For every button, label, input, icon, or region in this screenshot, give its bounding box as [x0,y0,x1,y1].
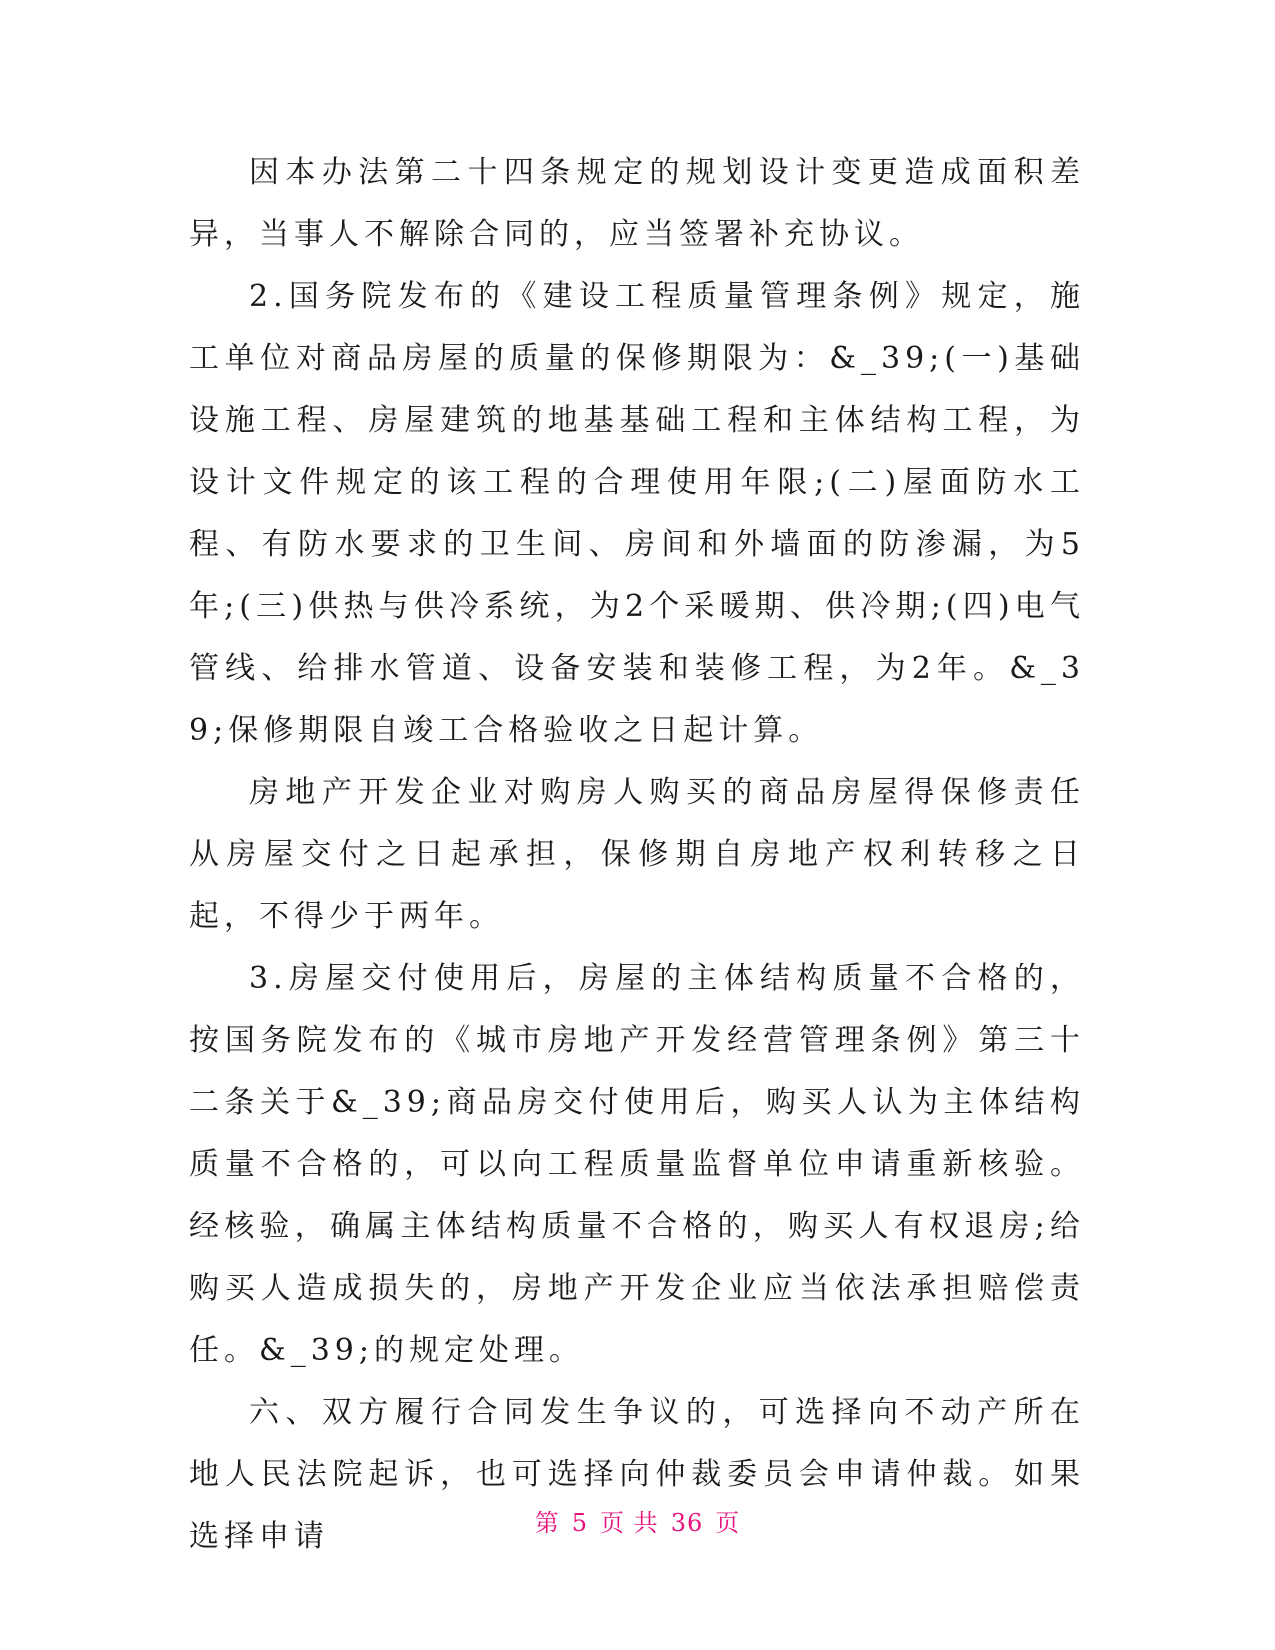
page-footer [0,1508,1275,1538]
footer-suffix: 页 [715,1509,741,1537]
paragraph-dispute-resolution: 六、双方履行合同发生争议的，可选择向不动产所在地人民法院起诉，也可选择向仲裁委员会申请仲裁。如果选择申请 [189,1395,1085,1554]
paragraph-area-difference: 因本办法第二十四条规定的规划设计变更造成面积差异，当事人不解除合同的，应当签署补充协议。 [189,155,1085,252]
footer-total-pages: 36 [670,1509,704,1537]
paragraph-warranty-period: 2.国务院发布的《建设工程质量管理条例》规定，施工单位对商品房屋的质量的保修期限为：&_39;(一)基础设施工程、房屋建筑的地基基础工程和主体结构工程，为设计文件规定的该工程的合理使用年限;(二)屋面防水工程、有防水要求的卫生间、房间和外墙面的防渗漏，为5年;(三)供热与供冷系统，为2个采暖期、供冷期;(四)电气管线、给排水管道、设备安装和装修工程，为2年。&_39;保修期限自竣工合格验收之日起计算。 [189,279,1085,748]
paragraph-structure-quality: 3.房屋交付使用后，房屋的主体结构质量不合格的，按国务院发布的《城市房地产开发经营管理条例》第三十二条关于&_39;商品房交付使用后，购买人认为主体结构质量不合格的，可以向工程质量监督单位申请重新核验。经核验，确属主体结构质量不合格的，购买人有权退房;给购买人造成损失的，房地产开发企业应当依法承担赔偿责任。&_39;的规定处理。 [189,961,1085,1368]
footer-middle: 页 共 [600,1509,659,1537]
paragraph-developer-warranty: 房地产开发企业对购房人购买的商品房屋得保修责任从房屋交付之日起承担，保修期自房地产权利转移之日起，不得少于两年。 [189,775,1085,934]
document-body [189,142,1085,1568]
footer-page-number: 5 [571,1509,589,1537]
footer-prefix: 第 [534,1509,560,1537]
